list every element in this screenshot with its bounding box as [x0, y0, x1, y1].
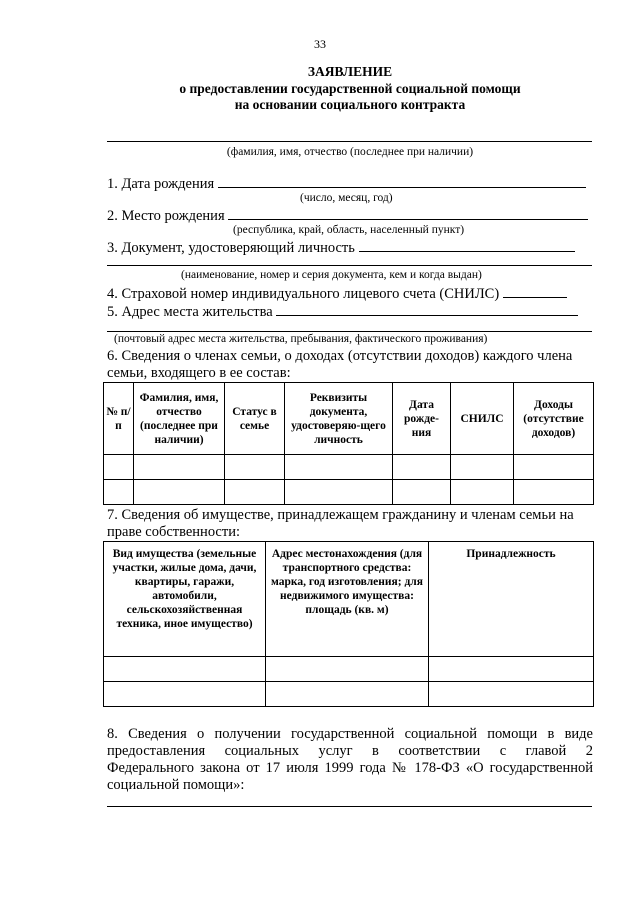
form-subtitle-line-1: о предоставлении государственной социальной помощи	[179, 81, 521, 96]
col-header-property-address: Адрес местонахождения (для транспортного средства: марка, год изготовления; для недвижимого имущества: площадь (кв. м)	[266, 542, 429, 657]
applicant-name-hint: (фамилия, имя, отчество (последнее при наличии)	[226, 146, 474, 158]
address-input-line[interactable]	[276, 302, 578, 316]
birth-place-input-line[interactable]	[228, 206, 588, 220]
family-section-text	[107, 348, 593, 382]
address-label: 5. Адрес места жительства	[107, 304, 273, 320]
table-cell[interactable]	[393, 455, 451, 480]
birth-date-label: 1. Дата рождения	[107, 176, 215, 192]
table-row	[104, 455, 594, 480]
id-document-input-line[interactable]	[359, 238, 575, 252]
form-subtitle-line-2: на основании социального контракта	[234, 97, 466, 112]
table-cell[interactable]	[104, 455, 134, 480]
property-section-line-2: праве собственности:	[107, 524, 240, 540]
table-cell[interactable]	[393, 480, 451, 505]
id-document-second-line[interactable]	[107, 265, 592, 266]
table-cell[interactable]	[134, 455, 225, 480]
table-cell[interactable]	[285, 480, 393, 505]
birth-date-input-line[interactable]	[218, 174, 586, 188]
address-hint: (почтовый адрес места жительства, пребывания, фактического проживания)	[114, 333, 488, 345]
social-help-line-1: 8. Сведения о получении государственной социальной помощи в виде	[107, 726, 593, 742]
birth-date-hint: (число, месяц, год)	[300, 192, 393, 204]
social-help-line-3: Федерального закона от 17 июля 1999 года № 178-ФЗ «О государственной	[107, 760, 593, 776]
table-cell[interactable]	[104, 682, 266, 707]
page-number: 33	[314, 37, 326, 51]
col-header-property-type: Вид имущества (земельные участки, жилые дома, дачи, квартиры, гаражи, автомобили, сельскохозяйственная техника, иное имущество)	[104, 542, 266, 657]
social-help-answer-line[interactable]	[107, 806, 592, 807]
table-cell[interactable]	[104, 657, 266, 682]
table-row	[104, 682, 594, 707]
social-help-section-text	[107, 726, 593, 794]
table-cell[interactable]	[225, 480, 285, 505]
applicant-name-line[interactable]	[107, 141, 592, 142]
family-members-table	[103, 382, 594, 505]
property-table	[103, 541, 594, 707]
table-cell[interactable]	[104, 480, 134, 505]
birth-place-hint: (республика, край, область, населенный пункт)	[233, 224, 465, 236]
id-document-label: 3. Документ, удостоверяющий личность	[107, 240, 355, 256]
table-cell[interactable]	[451, 455, 514, 480]
table-row	[104, 657, 594, 682]
table-cell[interactable]	[429, 682, 594, 707]
id-document-row	[107, 238, 575, 257]
family-section-line-2: семьи, входящего в ее состав:	[107, 365, 291, 381]
property-section-text	[107, 507, 593, 541]
property-section-line-1: 7. Сведения об имуществе, принадлежащем гражданину и членам семьи на	[107, 507, 574, 523]
table-cell[interactable]	[134, 480, 225, 505]
col-header-income: Доходы (отсутствие доходов)	[514, 383, 594, 455]
table-cell[interactable]	[429, 657, 594, 682]
col-header-snils: СНИЛС	[451, 383, 514, 455]
col-header-number: № п/п	[104, 383, 134, 455]
birth-date-row	[107, 174, 586, 193]
snils-input-line[interactable]	[503, 284, 567, 298]
table-cell[interactable]	[285, 455, 393, 480]
snils-row	[107, 284, 567, 303]
table-row	[104, 480, 594, 505]
form-title: ЗАЯВЛЕНИЕ	[307, 64, 393, 79]
col-header-ownership: Принадлежность	[429, 542, 594, 657]
col-header-id-document: Реквизиты документа, удостоверяю-щего личность	[285, 383, 393, 455]
family-table-header-row	[104, 383, 594, 455]
table-cell[interactable]	[266, 682, 429, 707]
table-cell[interactable]	[451, 480, 514, 505]
table-cell[interactable]	[225, 455, 285, 480]
table-cell[interactable]	[266, 657, 429, 682]
social-help-line-4: социальной помощи»:	[107, 777, 245, 793]
social-help-line-2: предоставления социальных услуг в соответствии с главой 2	[107, 743, 593, 759]
id-document-hint: (наименование, номер и серия документа, кем и когда выдан)	[181, 269, 482, 281]
property-table-header-row	[104, 542, 594, 657]
snils-label: 4. Страховой номер индивидуального лицевого счета (СНИЛС)	[107, 286, 500, 302]
address-second-line[interactable]	[107, 331, 592, 332]
birth-place-row	[107, 206, 588, 225]
table-cell[interactable]	[514, 455, 594, 480]
col-header-family-status: Статус в семье	[225, 383, 285, 455]
table-cell[interactable]	[514, 480, 594, 505]
birth-place-label: 2. Место рождения	[107, 208, 225, 224]
address-row	[107, 302, 578, 321]
family-section-line-1: 6. Сведения о членах семьи, о доходах (отсутствии доходов) каждого члена	[107, 348, 573, 364]
col-header-birth-date: Дата рожде-ния	[393, 383, 451, 455]
col-header-full-name: Фамилия, имя, отчество (последнее при наличии)	[134, 383, 225, 455]
